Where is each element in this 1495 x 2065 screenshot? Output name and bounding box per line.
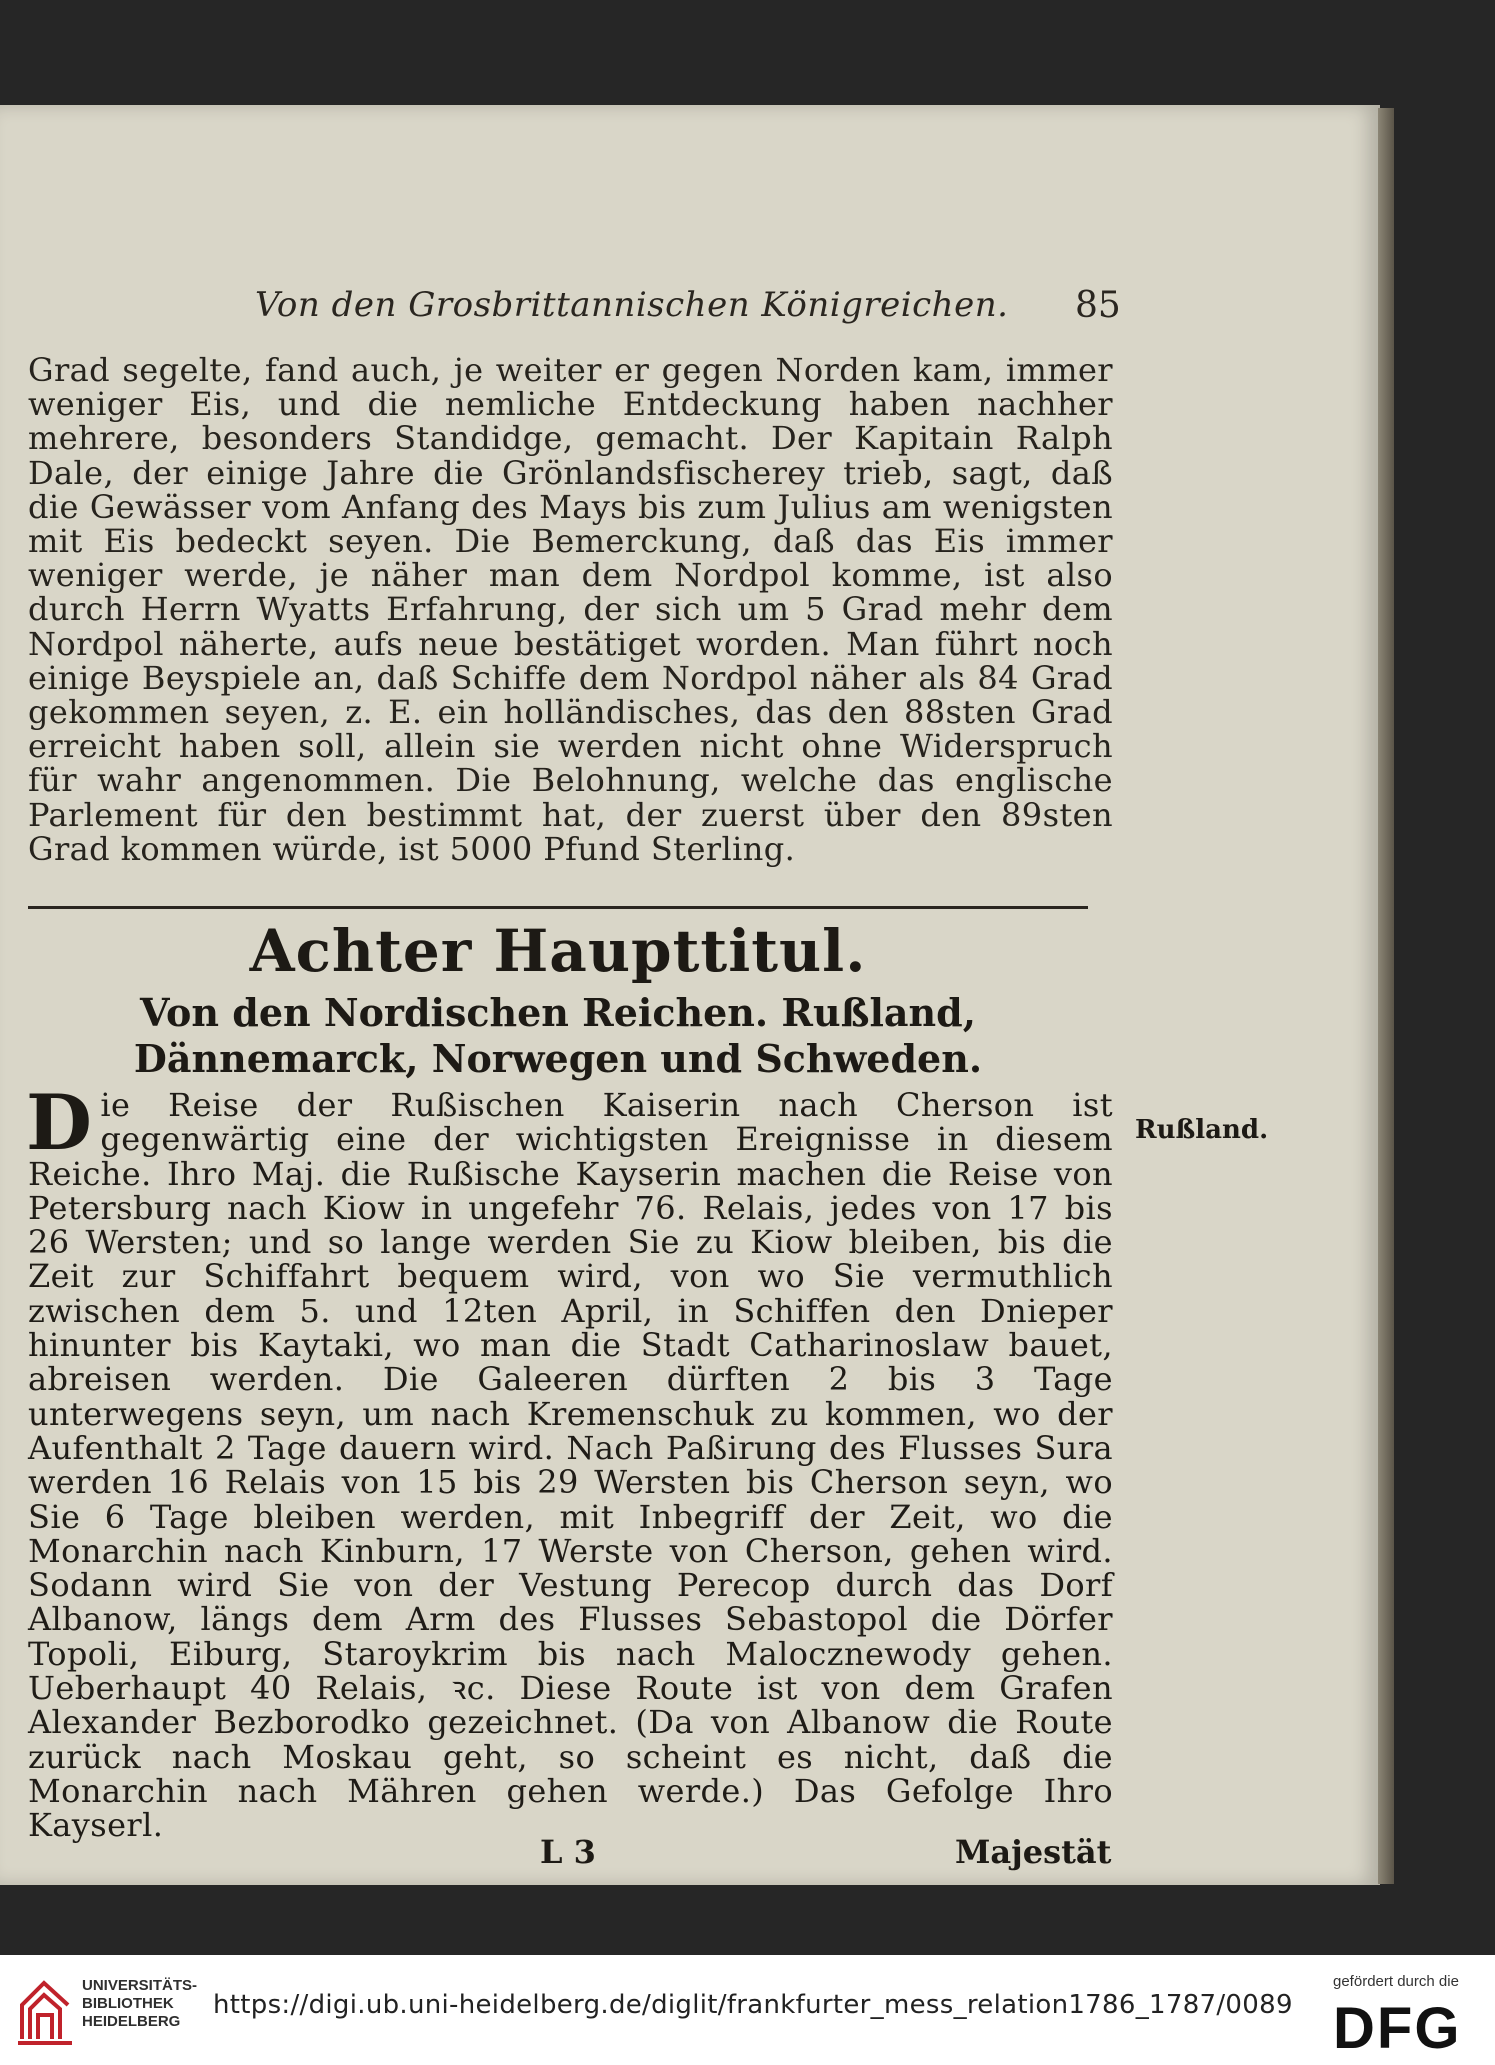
library-name-line: HEIDELBERG — [82, 2013, 181, 2030]
margin-note: Rußland. — [1135, 1115, 1269, 1145]
viewer-footer — [0, 1955, 1495, 2065]
drop-cap: D — [26, 1078, 93, 1167]
library-name-line: BIBLIOTHEK — [82, 1995, 174, 2012]
signature-mark: L 3 — [540, 1833, 596, 1871]
book-page — [0, 105, 1380, 1885]
page-number: 85 — [1075, 285, 1121, 326]
library-name — [82, 1977, 202, 2031]
body-paragraph-2 — [26, 1078, 1113, 1845]
running-head — [40, 285, 1120, 335]
section-rule — [28, 906, 1088, 909]
funder-text: gefördert durch die — [1333, 1973, 1459, 1990]
paragraph-text: ie Reise der Rußischen Kaiserin nach Cherson ist gegenwärtig eine der wichtigsten Ereignisse in diesem Reiche. Ihro Maj. die Rußische Kayserin machen die Reise von Petersburg nach Kiow in ungefehr 76. Relais, jedes von 17 bis 26 Wersten; und so lange werden Sie zu Kiow bleiben, bis die Zeit zur Schiffahrt bequem wird, von wo Sie vermuthlich zwischen dem 5. und 12ten April, in Schiffen den Dnieper hinunter bis Kaytaki, wo man die Stadt Catharinoslaw bauet, abreisen werden. Die Galeeren dürften 2 bis 3 Tage unterwegens seyn, um nach Kremenschuk zu kommen, wo der Aufenthalt 2 Tage dauern wird. Nach Paßirung des Flusses Sura werden 16 Relais von 15 bis 29 Wersten bis Cherson seyn, wo Sie 6 Tage bleiben werden, mit Inbegriff der Zeit, wo die Monarchin nach Kinburn, 17 Werste von Cherson, gehen wird. Sodann wird Sie von der Vestung Perecop durch das Dorf Albanow, längs dem Arm des Flusses Sebastopol die Dörfer Topoli, Eiburg, Staroykrim bis nach Malocznewody gehen. Ueberhaupt 40 Relais, ꝛc. Diese Route ist von dem Grafen Alexander Bezborodko gezeichnet. (Da von Albanow die Route zurück nach Moskau geht, so scheint es nicht, daß die Monarchin nach Mähren gehen werde.) Das Gefolge Ihro Kayserl. — [28, 1086, 1113, 1845]
permalink-url[interactable]: https://digi.ub.uni-heidelberg.de/diglit/frankfurter_mess_relation1786_1787/0089 — [213, 1990, 1293, 2020]
ub-logo-icon — [14, 1975, 76, 2047]
dfg-logo: DFG — [1333, 1996, 1462, 2061]
chapter-subtitle: Von den Nordischen Reichen. Rußland, Dännemarck, Norwegen und Schweden. — [133, 990, 983, 1081]
chapter-heading: Achter Haupttitul. — [249, 917, 867, 985]
catchword: Majestät — [955, 1833, 1112, 1871]
library-name-line: UNIVERSITÄTS- — [82, 1977, 198, 1994]
page-edge — [1378, 108, 1394, 1884]
running-title: Von den Grosbrittannischen Königreichen. — [255, 285, 1009, 325]
body-paragraph: Grad segelte, fand auch, je weiter er gegen Norden kam, immer weniger Eis, und die nemliche Entdeckung haben nachher mehrere, besonders Standidge, gemacht. Der Kapitain Ralph Dale, der einige Jahre die Grönlandsfischerey trieb, sagt, daß die Gewässer vom Anfang des Mays bis zum Julius am wenigsten mit Eis bedeckt seyen. Die Bemerckung, daß das Eis immer weniger werde, je näher man dem Nordpol komme, ist also durch Herrn Wyatts Erfahrung, der sich um 5 Grad mehr dem Nordpol näherte, aufs neue bestätiget worden. Man führt noch einige Beyspiele an, daß Schiffe dem Nordpol näher als 84 Grad gekommen seyen, z. E. ein holländisches, das den 88sten Grad erreicht haben soll, allein sie werden nicht ohne Widerspruch für wahr angenommen. Die Belohnung, welche das englische Parlement für den bestimmt hat, der zuerst über den 89sten Grad kommen würde, ist 5000 Pfund Sterling. — [28, 351, 1113, 868]
